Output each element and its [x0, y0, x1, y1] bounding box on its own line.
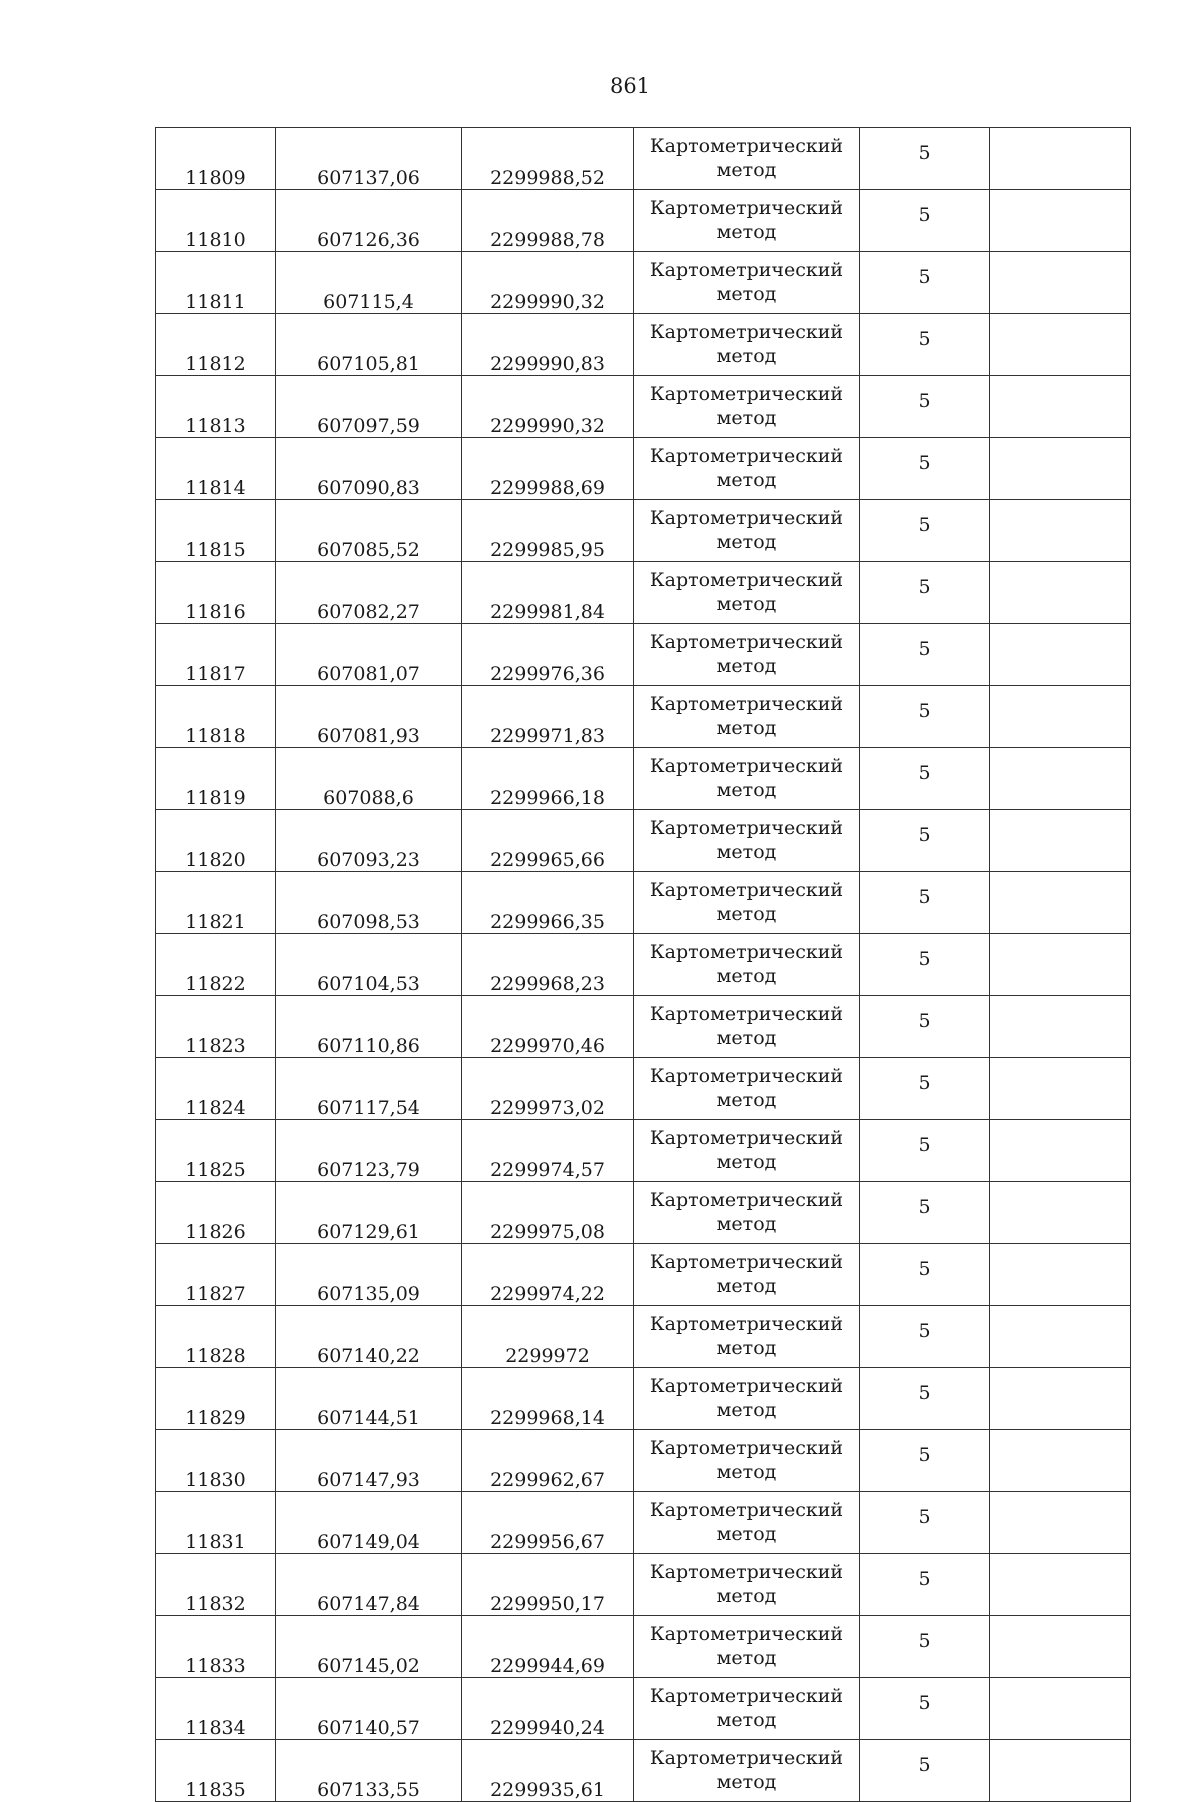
table-row [156, 1492, 1131, 1554]
y-coordinate-cell: 2299976,36 [462, 624, 634, 686]
x-coordinate-cell: 607110,86 [276, 996, 462, 1058]
note-cell [990, 1616, 1131, 1678]
point-number-cell: 11826 [156, 1182, 276, 1244]
method-line-2: метод [716, 964, 777, 987]
point-number-cell: 11818 [156, 686, 276, 748]
y-coordinate-cell: 2299974,22 [462, 1244, 634, 1306]
note-cell [990, 500, 1131, 562]
accuracy-cell: 5 [860, 1244, 990, 1306]
page-number: 861 [609, 74, 651, 98]
y-coordinate-cell: 2299935,61 [462, 1740, 634, 1802]
point-number-cell: 11815 [156, 500, 276, 562]
method-line-1: Картометрический [649, 1126, 844, 1149]
coordinates-table [155, 127, 1131, 1802]
accuracy-cell: 5 [860, 1616, 990, 1678]
y-coordinate-cell: 2299966,18 [462, 748, 634, 810]
y-coordinate-cell: 2299973,02 [462, 1058, 634, 1120]
method-line-2: метод [716, 1770, 777, 1793]
point-number-cell: 11821 [156, 872, 276, 934]
accuracy-cell: 5 [860, 500, 990, 562]
point-number-cell: 11828 [156, 1306, 276, 1368]
method-line-1: Картометрический [649, 754, 844, 777]
table-row [156, 1616, 1131, 1678]
method-line-1: Картометрический [649, 1498, 844, 1521]
point-number-cell: 11834 [156, 1678, 276, 1740]
method-line-2: метод [716, 1708, 777, 1731]
note-cell [990, 748, 1131, 810]
method-cell [634, 314, 860, 376]
y-coordinate-cell: 2299968,23 [462, 934, 634, 996]
x-coordinate-cell: 607098,53 [276, 872, 462, 934]
note-cell [990, 934, 1131, 996]
table-row [156, 1058, 1131, 1120]
method-line-2: метод [716, 530, 777, 553]
method-line-2: метод [716, 840, 777, 863]
point-number-cell: 11835 [156, 1740, 276, 1802]
table-row [156, 252, 1131, 314]
y-coordinate-cell: 2299975,08 [462, 1182, 634, 1244]
y-coordinate-cell: 2299956,67 [462, 1492, 634, 1554]
x-coordinate-cell: 607081,93 [276, 686, 462, 748]
note-cell [990, 1430, 1131, 1492]
method-cell [634, 1492, 860, 1554]
table-row [156, 314, 1131, 376]
table-row [156, 1430, 1131, 1492]
y-coordinate-cell: 2299990,32 [462, 376, 634, 438]
method-cell [634, 438, 860, 500]
method-cell [634, 190, 860, 252]
x-coordinate-cell: 607097,59 [276, 376, 462, 438]
method-line-1: Картометрический [649, 506, 844, 529]
method-cell [634, 996, 860, 1058]
table-row [156, 624, 1131, 686]
y-coordinate-cell: 2299990,83 [462, 314, 634, 376]
x-coordinate-cell: 607088,6 [276, 748, 462, 810]
y-coordinate-cell: 2299965,66 [462, 810, 634, 872]
accuracy-cell: 5 [860, 1058, 990, 1120]
x-coordinate-cell: 607145,02 [276, 1616, 462, 1678]
y-coordinate-cell: 2299981,84 [462, 562, 634, 624]
method-line-2: метод [716, 1522, 777, 1545]
method-line-1: Картометрический [649, 134, 844, 157]
method-line-2: метод [716, 592, 777, 615]
y-coordinate-cell: 2299940,24 [462, 1678, 634, 1740]
point-number-cell: 11832 [156, 1554, 276, 1616]
method-line-1: Картометрический [649, 940, 844, 963]
y-coordinate-cell: 2299972 [462, 1306, 634, 1368]
method-line-1: Картометрический [649, 1560, 844, 1583]
table-row [156, 872, 1131, 934]
method-line-1: Картометрический [649, 816, 844, 839]
note-cell [990, 1678, 1131, 1740]
point-number-cell: 11817 [156, 624, 276, 686]
accuracy-cell: 5 [860, 810, 990, 872]
table-row [156, 190, 1131, 252]
method-line-2: метод [716, 220, 777, 243]
method-cell [634, 1306, 860, 1368]
table-row [156, 1554, 1131, 1616]
method-line-2: метод [716, 1274, 777, 1297]
method-line-1: Картометрический [649, 878, 844, 901]
table-row [156, 934, 1131, 996]
method-line-1: Картометрический [649, 1746, 844, 1769]
x-coordinate-cell: 607105,81 [276, 314, 462, 376]
method-cell [634, 252, 860, 314]
method-line-1: Картометрический [649, 568, 844, 591]
method-cell [634, 1430, 860, 1492]
method-cell [634, 1616, 860, 1678]
method-line-2: метод [716, 468, 777, 491]
method-cell [634, 1058, 860, 1120]
accuracy-cell: 5 [860, 128, 990, 190]
accuracy-cell: 5 [860, 1678, 990, 1740]
table-row [156, 1368, 1131, 1430]
x-coordinate-cell: 607133,55 [276, 1740, 462, 1802]
y-coordinate-cell: 2299944,69 [462, 1616, 634, 1678]
method-line-1: Картометрический [649, 1312, 844, 1335]
y-coordinate-cell: 2299988,69 [462, 438, 634, 500]
point-number-cell: 11825 [156, 1120, 276, 1182]
accuracy-cell: 5 [860, 1740, 990, 1802]
note-cell [990, 252, 1131, 314]
accuracy-cell: 5 [860, 376, 990, 438]
x-coordinate-cell: 607104,53 [276, 934, 462, 996]
method-cell [634, 624, 860, 686]
y-coordinate-cell: 2299971,83 [462, 686, 634, 748]
point-number-cell: 11822 [156, 934, 276, 996]
coordinates-table-body [156, 128, 1131, 1802]
table-row [156, 438, 1131, 500]
method-line-2: метод [716, 716, 777, 739]
method-line-2: метод [716, 1026, 777, 1049]
table-row [156, 1120, 1131, 1182]
note-cell [990, 1182, 1131, 1244]
accuracy-cell: 5 [860, 562, 990, 624]
method-cell [634, 872, 860, 934]
accuracy-cell: 5 [860, 252, 990, 314]
method-line-1: Картометрический [649, 1064, 844, 1087]
note-cell [990, 872, 1131, 934]
x-coordinate-cell: 607135,09 [276, 1244, 462, 1306]
table-row [156, 1306, 1131, 1368]
x-coordinate-cell: 607147,93 [276, 1430, 462, 1492]
x-coordinate-cell: 607093,23 [276, 810, 462, 872]
accuracy-cell: 5 [860, 934, 990, 996]
method-line-1: Картометрический [649, 1002, 844, 1025]
method-line-2: метод [716, 902, 777, 925]
method-line-2: метод [716, 1088, 777, 1111]
table-row [156, 686, 1131, 748]
method-cell [634, 1678, 860, 1740]
accuracy-cell: 5 [860, 872, 990, 934]
accuracy-cell: 5 [860, 314, 990, 376]
method-line-2: метод [716, 282, 777, 305]
point-number-cell: 11829 [156, 1368, 276, 1430]
point-number-cell: 11831 [156, 1492, 276, 1554]
method-cell [634, 128, 860, 190]
method-line-1: Картометрический [649, 1250, 844, 1273]
table-row [156, 376, 1131, 438]
method-line-2: метод [716, 158, 777, 181]
y-coordinate-cell: 2299962,67 [462, 1430, 634, 1492]
x-coordinate-cell: 607140,22 [276, 1306, 462, 1368]
method-line-2: метод [716, 1460, 777, 1483]
method-line-2: метод [716, 344, 777, 367]
table-row [156, 1678, 1131, 1740]
method-cell [634, 562, 860, 624]
table-row [156, 500, 1131, 562]
y-coordinate-cell: 2299970,46 [462, 996, 634, 1058]
method-line-2: метод [716, 1398, 777, 1421]
note-cell [990, 128, 1131, 190]
accuracy-cell: 5 [860, 1554, 990, 1616]
method-cell [634, 1368, 860, 1430]
point-number-cell: 11814 [156, 438, 276, 500]
note-cell [990, 1306, 1131, 1368]
accuracy-cell: 5 [860, 1182, 990, 1244]
note-cell [990, 1244, 1131, 1306]
method-line-1: Картометрический [649, 692, 844, 715]
x-coordinate-cell: 607082,27 [276, 562, 462, 624]
point-number-cell: 11812 [156, 314, 276, 376]
x-coordinate-cell: 607117,54 [276, 1058, 462, 1120]
point-number-cell: 11824 [156, 1058, 276, 1120]
table-row [156, 1740, 1131, 1802]
method-line-1: Картометрический [649, 258, 844, 281]
note-cell [990, 1120, 1131, 1182]
method-line-2: метод [716, 1584, 777, 1607]
x-coordinate-cell: 607090,83 [276, 438, 462, 500]
accuracy-cell: 5 [860, 686, 990, 748]
accuracy-cell: 5 [860, 1306, 990, 1368]
method-cell [634, 1120, 860, 1182]
y-coordinate-cell: 2299988,52 [462, 128, 634, 190]
x-coordinate-cell: 607123,79 [276, 1120, 462, 1182]
x-coordinate-cell: 607137,06 [276, 128, 462, 190]
note-cell [990, 1368, 1131, 1430]
x-coordinate-cell: 607140,57 [276, 1678, 462, 1740]
x-coordinate-cell: 607081,07 [276, 624, 462, 686]
table-row [156, 562, 1131, 624]
method-line-1: Картометрический [649, 630, 844, 653]
point-number-cell: 11811 [156, 252, 276, 314]
point-number-cell: 11833 [156, 1616, 276, 1678]
note-cell [990, 1554, 1131, 1616]
point-number-cell: 11816 [156, 562, 276, 624]
method-cell [634, 1244, 860, 1306]
method-line-1: Картометрический [649, 320, 844, 343]
note-cell [990, 996, 1131, 1058]
note-cell [990, 190, 1131, 252]
method-line-1: Картометрический [649, 382, 844, 405]
y-coordinate-cell: 2299985,95 [462, 500, 634, 562]
method-cell [634, 500, 860, 562]
method-cell [634, 1182, 860, 1244]
note-cell [990, 686, 1131, 748]
accuracy-cell: 5 [860, 1492, 990, 1554]
method-line-1: Картометрический [649, 444, 844, 467]
method-line-2: метод [716, 406, 777, 429]
y-coordinate-cell: 2299990,32 [462, 252, 634, 314]
x-coordinate-cell: 607144,51 [276, 1368, 462, 1430]
accuracy-cell: 5 [860, 1120, 990, 1182]
point-number-cell: 11810 [156, 190, 276, 252]
method-line-2: метод [716, 778, 777, 801]
method-line-1: Картометрический [649, 1436, 844, 1459]
accuracy-cell: 5 [860, 996, 990, 1058]
method-cell [634, 1554, 860, 1616]
x-coordinate-cell: 607149,04 [276, 1492, 462, 1554]
note-cell [990, 314, 1131, 376]
note-cell [990, 624, 1131, 686]
accuracy-cell: 5 [860, 624, 990, 686]
x-coordinate-cell: 607147,84 [276, 1554, 462, 1616]
accuracy-cell: 5 [860, 1368, 990, 1430]
method-line-1: Картометрический [649, 1374, 844, 1397]
table-row [156, 996, 1131, 1058]
note-cell [990, 562, 1131, 624]
table-row [156, 1182, 1131, 1244]
table-row [156, 810, 1131, 872]
x-coordinate-cell: 607129,61 [276, 1182, 462, 1244]
note-cell [990, 1058, 1131, 1120]
method-line-2: метод [716, 654, 777, 677]
table-row [156, 128, 1131, 190]
note-cell [990, 1740, 1131, 1802]
x-coordinate-cell: 607126,36 [276, 190, 462, 252]
method-cell [634, 810, 860, 872]
accuracy-cell: 5 [860, 748, 990, 810]
accuracy-cell: 5 [860, 1430, 990, 1492]
accuracy-cell: 5 [860, 190, 990, 252]
method-cell [634, 748, 860, 810]
method-line-2: метод [716, 1212, 777, 1235]
note-cell [990, 438, 1131, 500]
point-number-cell: 11830 [156, 1430, 276, 1492]
y-coordinate-cell: 2299966,35 [462, 872, 634, 934]
point-number-cell: 11809 [156, 128, 276, 190]
point-number-cell: 11820 [156, 810, 276, 872]
point-number-cell: 11823 [156, 996, 276, 1058]
method-cell [634, 1740, 860, 1802]
y-coordinate-cell: 2299974,57 [462, 1120, 634, 1182]
note-cell [990, 376, 1131, 438]
table-row [156, 748, 1131, 810]
point-number-cell: 11827 [156, 1244, 276, 1306]
accuracy-cell: 5 [860, 438, 990, 500]
x-coordinate-cell: 607115,4 [276, 252, 462, 314]
method-line-2: метод [716, 1646, 777, 1669]
method-line-1: Картометрический [649, 1684, 844, 1707]
method-line-1: Картометрический [649, 1622, 844, 1645]
method-line-2: метод [716, 1336, 777, 1359]
y-coordinate-cell: 2299950,17 [462, 1554, 634, 1616]
method-line-2: метод [716, 1150, 777, 1173]
note-cell [990, 1492, 1131, 1554]
method-line-1: Картометрический [649, 1188, 844, 1211]
y-coordinate-cell: 2299968,14 [462, 1368, 634, 1430]
point-number-cell: 11813 [156, 376, 276, 438]
point-number-cell: 11819 [156, 748, 276, 810]
y-coordinate-cell: 2299988,78 [462, 190, 634, 252]
note-cell [990, 810, 1131, 872]
table-row [156, 1244, 1131, 1306]
method-cell [634, 376, 860, 438]
method-line-1: Картометрический [649, 196, 844, 219]
x-coordinate-cell: 607085,52 [276, 500, 462, 562]
method-cell [634, 686, 860, 748]
method-cell [634, 934, 860, 996]
